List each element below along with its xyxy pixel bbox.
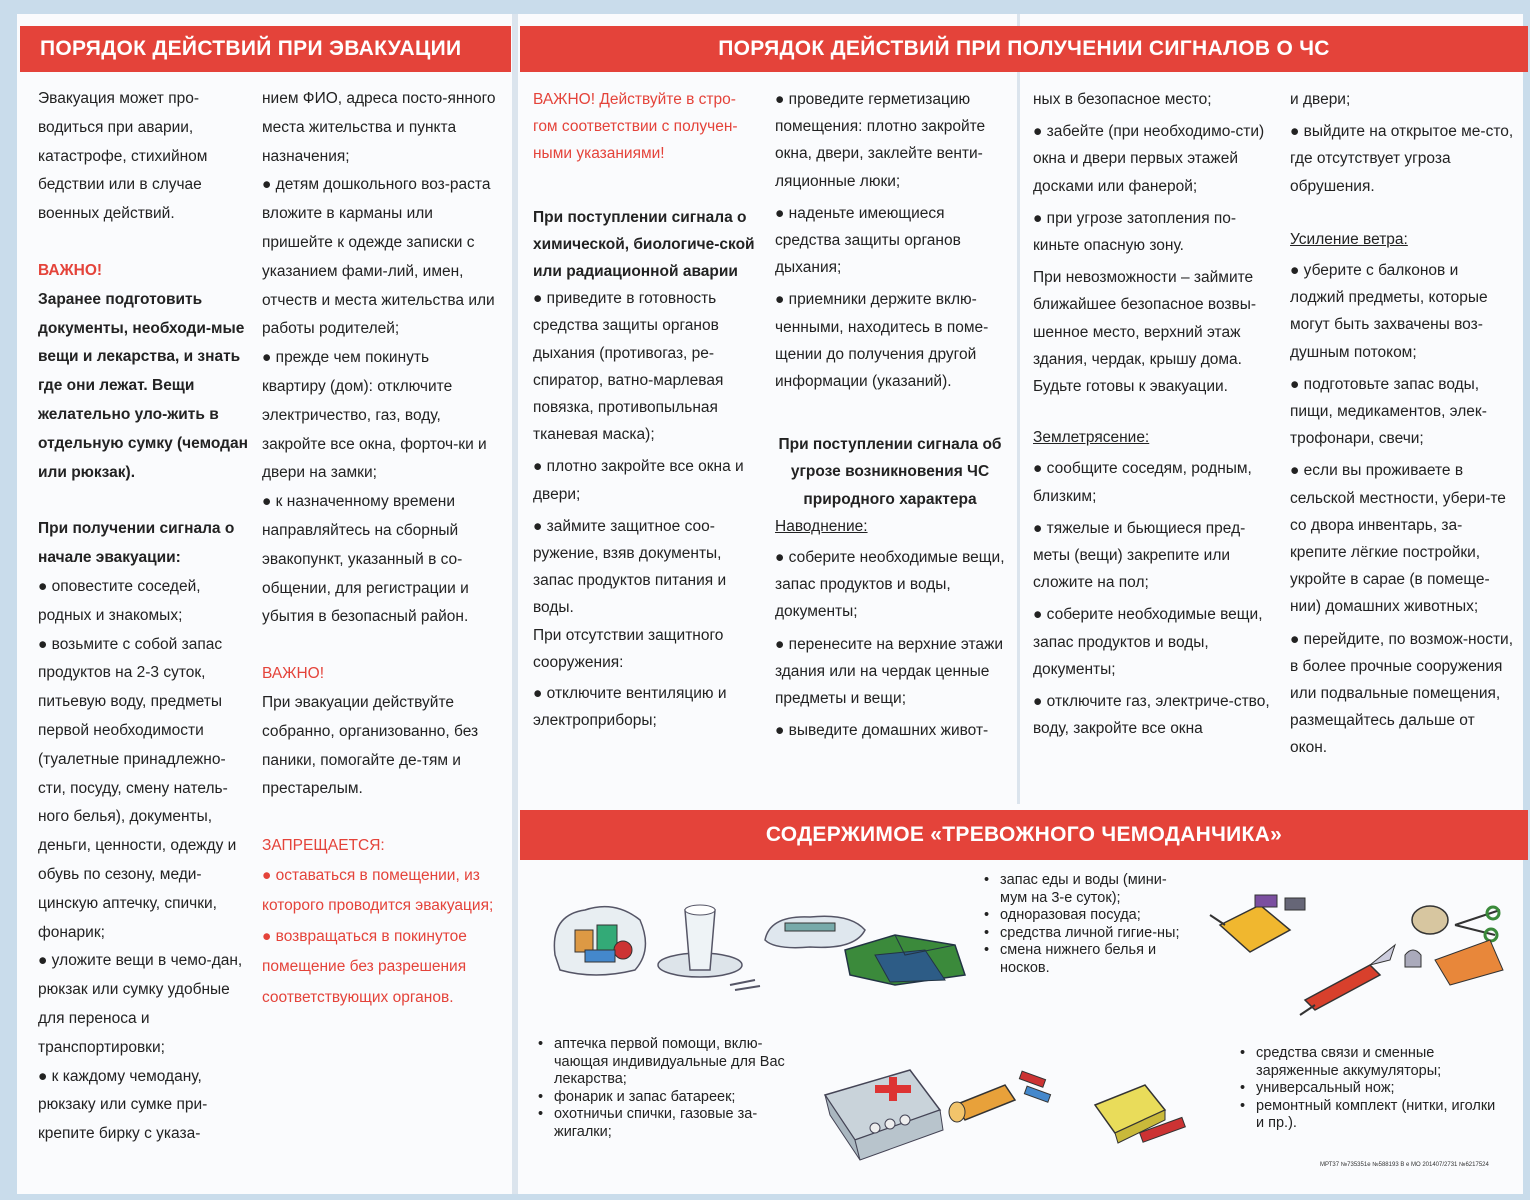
list-item: ● уберите с балконов и лоджий предметы, которые могут быть захвачены воз-душным потоком; [1290,257,1515,366]
signals-column-3 [1033,86,1273,742]
list-item: ● выйдите на открытое ме-сто, где отсутствует угроза обрушения. [1290,118,1515,200]
continuation-text: ных в безопасное место; [1033,91,1212,108]
list-item: ● возьмите с собой запас продуктов на 2-3 суток, питьевую воду, предметы первой необходимости (туалетные принадлежно-сти, посуду, смену натель-ного белья), документы, деньги, ценности, одежду и обувь по сезону, меди-цинскую аптечку, спички, фонарик; [38,631,253,948]
evacuation-title: ПОРЯДОК ДЕЙСТВИЙ ПРИ ЭВАКУАЦИИ [40,37,462,60]
kit-item: • охотничьи спички, газовые за-жигалки; [536,1106,801,1141]
list-item: ● тяжелые и бьющиеся пред-меты (вещи) закрепите или сложите на пол; [1033,515,1273,597]
quake-label: Землетрясение: [1033,429,1150,447]
list-item: ● соберите необходимые вещи, запас продуктов и воды, документы; [775,544,1005,626]
evacuation-header [20,26,511,72]
list-item: ● займите защитное соо-ружение, взяв документы, запас продуктов питания и воды. [533,513,758,622]
list-item: ● уложите вещи в чемо-дан, рюкзак или сумку удобные для переноса и транспортировки; [38,947,253,1062]
list-item: ● оповестите соседей, родных и знакомых; [38,573,253,631]
list-item: ● если вы проживаете в сельской местности, убери-те со двора инвентарь, за-крепите лёгкие постройки, укройте в сарае (в помеще-нии) домашних животных; [1290,457,1515,620]
fold-line [1017,14,1020,804]
fold-line [512,14,518,1194]
important-text: При эвакуации действуйте собранно, организованно, без паники, помогайте де-тям и престарелым. [262,693,479,798]
list-item: ● сообщите соседям, родным, близким; [1033,455,1273,509]
signals-column-4 [1290,86,1515,762]
pocket-knife-icon [1295,935,1405,1020]
natural-heading: При поступлении сигнала об угрозе возникновения ЧС природного характера [778,436,1002,508]
print-code: МРТ37 №735351е №588193 В е МО 201407/2731 №6217524 [1320,1162,1489,1168]
evacuation-intro: Эвакуация может про-водиться при аварии, катастрофе, стихийном бедствии или в случае военных действий. [38,90,208,223]
signal-heading: При получении сигнала о начале эвакуации: [38,520,235,567]
kit-item: • одноразовая посуда; [982,907,1192,925]
sewing-kit-icon [1395,895,1510,995]
important-text: Заранее подготовить документы, необходи-мые вещи и лекарства, и знать где они лежат. Вещи желательно уло-жить в отдельную сумку (чемодан или рюкзак). [38,290,248,481]
kit-item: • универсальный нож; [1238,1080,1503,1098]
list-item: ● забейте (при необходимо-сти) окна и двери первых этажей досками или фанерой; [1033,118,1273,200]
list-item: ● приемники держите вклю-ченными, находитесь в поме-щении до получения другой информации (указаний). [775,286,1005,395]
wind-label: Усиление ветра: [1290,230,1408,248]
note-text: При невозможности – займите ближайшее безопасное возвы-шенное место, верхний этаж здания, чердак, крышу дома. Будьте готовы к эвакуации. [1033,269,1257,396]
forbidden-label: ЗАПРЕЩАЕТСЯ: [262,837,385,855]
list-item: ● проведите герметизацию помещения: плотно закройте окна, двери, заклейте венти-ляционные люки; [775,86,1005,195]
signals-column-2 [775,86,1005,744]
evacuation-column-1 [38,85,253,1149]
kit-item: • средства личной гигие-ны; [982,925,1192,943]
kit-item: • аптечка первой помощи, вклю-чающая индивидуальные для Вас лекарства; [536,1036,801,1089]
list-item: ● при угрозе затопления по-киньте опасную зону. [1033,205,1273,259]
list-item: ● отключите вентиляцию и электроприборы; [533,680,758,734]
list-item: ● соберите необходимые вещи, запас продуктов и воды, документы; [1033,601,1273,683]
no-shelter-text: При отсутствии защитного сооружения: [533,626,724,671]
kit-item: • смена нижнего белья и носков. [982,942,1192,977]
list-item: ● отключите газ, электриче-ство, воду, закройте все окна [1033,688,1273,742]
list-item: ● прежде чем покинуть квартиру (дом): отключите электричество, газ, воду, закройте все окна, форточ-ки и двери на замки; [262,344,497,488]
list-item: ● к каждому чемодану, рюкзаку или сумке при-крепите бирку с указа- [38,1063,253,1149]
chem-heading: При поступлении сигнала о химической, биологиче-ской или радиационной аварии [533,208,755,281]
flashlight-icon [945,1060,1055,1130]
continuation-text: и двери; [1290,91,1351,108]
first-aid-kit-icon [815,1050,945,1165]
signals-column-1 [533,86,758,734]
list-item: ● перенесите на верхние этажи здания или на чердак ценные предметы и вещи; [775,631,1005,713]
list-item: ● наденьте имеющиеся средства защиты органов дыхания; [775,200,1005,282]
list-item: ● перейдите, по возмож-ности, в более прочные сооружения или подвальные помещения, размещайтесь дальше от окон. [1290,626,1515,762]
signals-title: ПОРЯДОК ДЕЙСТВИЙ ПРИ ПОЛУЧЕНИИ СИГНАЛОВ О ЧС [718,37,1330,60]
kit-group-medical [536,1036,801,1141]
signals-header [520,26,1528,72]
dishes-icon [655,890,765,995]
list-item: ● приведите в готовность средства защиты органов дыхания (противогаз, ре-спиратор, ватно-марлевая повязка, противопыльная тканевая маска); [533,285,758,448]
list-item: ● подготовьте запас воды, пищи, медикаментов, элек-трофонари, свечи; [1290,371,1515,453]
important-label: ВАЖНО! [38,261,103,279]
forbidden-item: ● оставаться в помещении, из которого проводится эвакуация; [262,861,497,922]
matches-icon [1090,1075,1200,1150]
list-item: ● выведите домашних живот- [775,717,1005,744]
list-item: ● к назначенному времени направляйтесь на сборный эвакопункт, указанный в со-общении, для регистрации и убытия в безопасный район. [262,488,497,632]
important-label: ВАЖНО! [262,665,325,683]
food-bag-icon [545,895,655,980]
list-item: ● плотно закройте все окна и двери; [533,453,758,507]
flood-label: Наводнение: [775,517,868,535]
continuation-text: нием ФИО, адреса посто-янного места жительства и пункта назначения; [262,90,496,165]
kit-item: • средства связи и сменные заряженные аккумуляторы; [1238,1045,1503,1080]
kit-group-tools [1238,1045,1503,1133]
kit-header [520,810,1528,860]
forbidden-item: ● возвращаться в покинутое помещение без разрешения соответствующих органов. [262,922,497,1014]
clothes-icon [835,920,975,990]
list-item: ● детям дошкольного воз-раста вложите в карманы или пришейте к одежде записки с указанием фами-лий, имен, отчеств и места жительства или работы родителей; [262,171,497,344]
kit-group-food [982,872,1192,977]
signals-important: ВАЖНО! Действуйте в стро-гом соответствии с получен-ными указаниями! [533,91,738,163]
evacuation-column-2 [262,85,497,1013]
kit-item: • запас еды и воды (мини-мум на 3-е суток); [982,872,1192,907]
kit-item: • ремонтный комплект (нитки, иголки и пр.). [1238,1098,1503,1133]
kit-title: СОДЕРЖИМОЕ «ТРЕВОЖНОГО ЧЕМОДАНЧИКА» [765,823,1283,846]
kit-item: • фонарик и запас батареек; [536,1089,801,1107]
